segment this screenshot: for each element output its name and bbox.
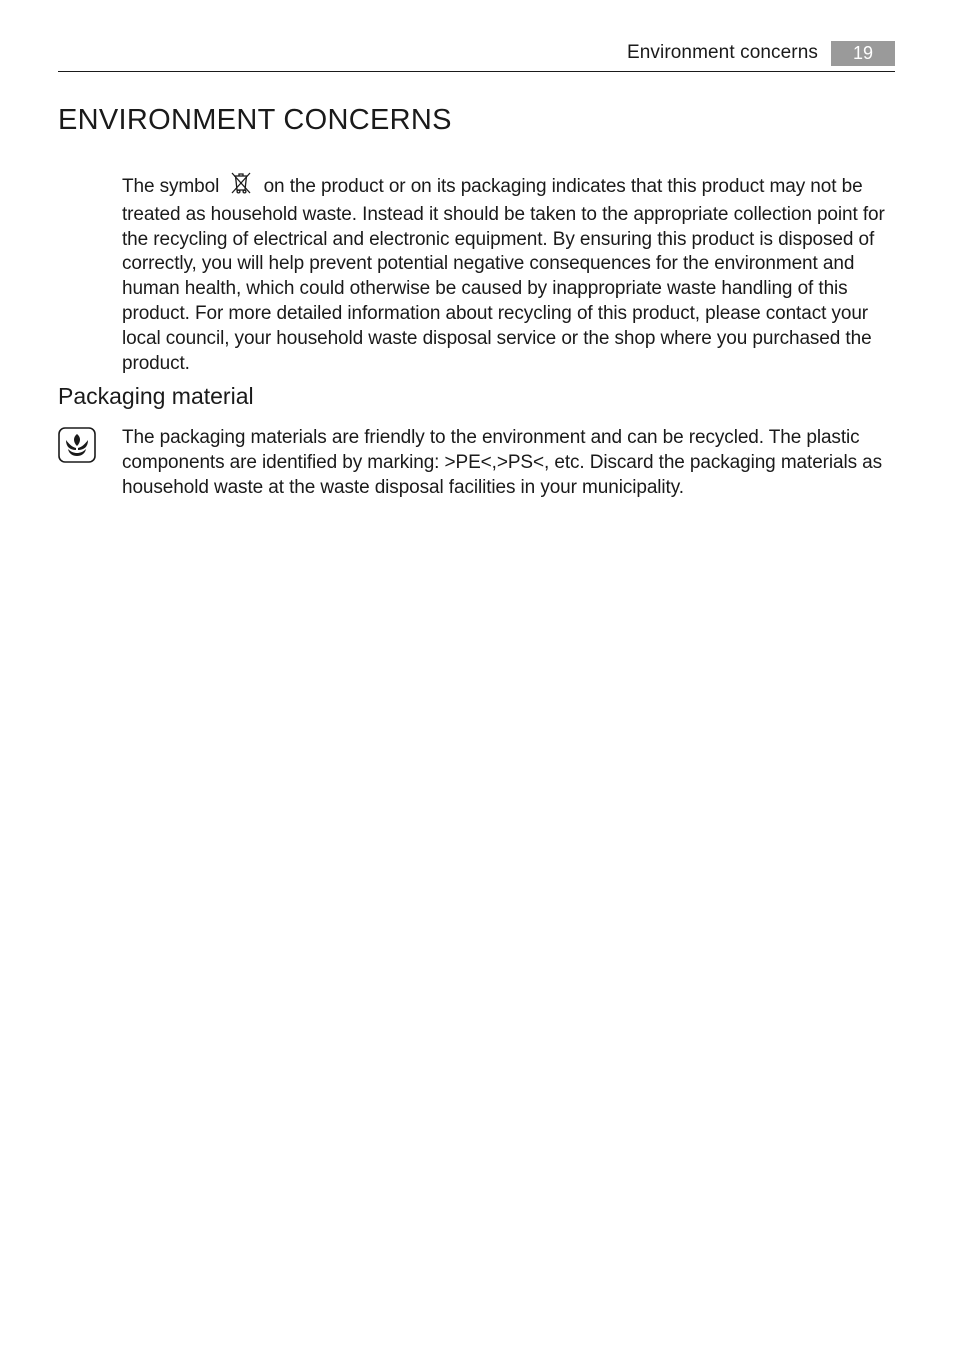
disposal-paragraph bbox=[122, 171, 897, 376]
header-section-title: Environment concerns bbox=[626, 42, 818, 63]
disposal-text-before-symbol: The symbol bbox=[122, 176, 220, 197]
page-title: ENVIRONMENT CONCERNS bbox=[58, 104, 452, 136]
crossed-out-wheelie-bin-icon bbox=[230, 171, 252, 203]
disposal-text-after-symbol: on the product or on its packaging indicates that this product may not be treated as household waste. Instead it should be taken to the appropriate collection point for the recycling of electrical and electronic equipment. By ensuring this product is disposed of correctly, you will help prevent potential negative consequences for the environment and human health, which could otherwise be caused by inappropriate waste handling of this product. For more detailed information about recycling of this product, please contact your local council, your household waste disposal service or the shop where you purchased the product. bbox=[122, 176, 885, 374]
page-header bbox=[58, 40, 895, 72]
packaging-paragraph: The packaging materials are friendly to the environment and can be recycled. The plastic components are identified by marking: >PE<,>PS<, etc. Discard the packaging materials as household waste at the waste disposal facilities in your municipality. bbox=[122, 427, 883, 498]
recycling-plant-icon bbox=[58, 427, 96, 468]
packaging-heading: Packaging material bbox=[58, 383, 254, 409]
page-number-badge: 19 bbox=[831, 41, 895, 66]
